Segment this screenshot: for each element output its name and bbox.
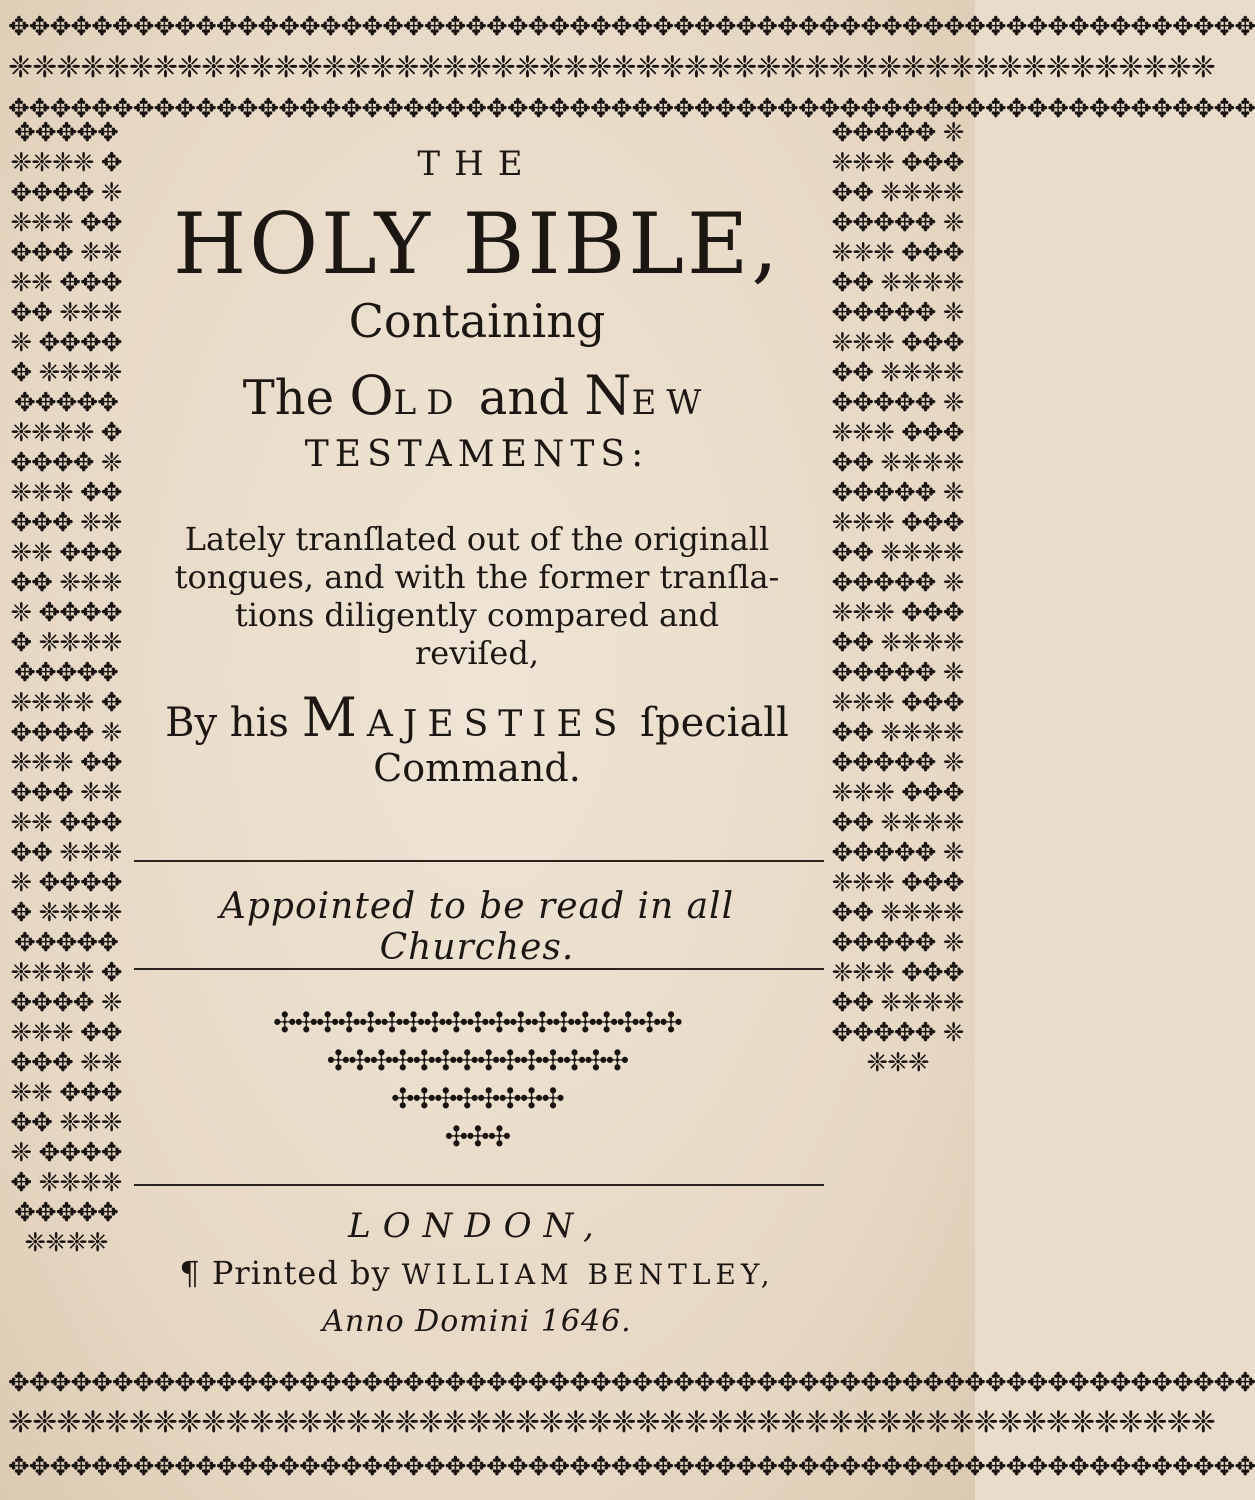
- rule-middle: [134, 968, 824, 970]
- new-rest: EW: [631, 383, 712, 423]
- rule-bottom: [134, 1184, 824, 1186]
- statement-line-1: Lately tranſlated out of the originall: [184, 520, 770, 558]
- printer-ornament-row-3: ✣✣✣✣✣✣✣✣: [391, 1082, 563, 1115]
- imprint-date: [126, 1304, 828, 1339]
- statement-line-2: tongues, and with the former tranſla-: [174, 558, 780, 596]
- printer-ornament-row-2: ✣✣✣✣✣✣✣✣✣✣✣✣✣✣: [326, 1044, 628, 1077]
- border-top-inner-fleurons: ✥✥✥✥✥✥✥✥✥✥✥✥✥✥✥✥✥✥✥✥✥✥✥✥✥✥✥✥✥✥✥✥✥✥✥✥✥✥✥✥✥✥✥✥✥✥✥✥✥✥✥✥✥✥✥✥✥✥✥✥: [8, 94, 1255, 124]
- border-right: ✥✥✥✥✥ ❈❈❈❈ ✥✥✥✥✥ ❈❈❈❈ ✥✥✥✥✥ ❈❈❈❈ ✥✥✥✥✥ ❈❈❈❈ ✥✥✥✥✥ ❈❈❈❈ ✥✥✥✥✥ ❈❈❈❈ ✥✥✥✥✥ ❈❈❈❈ ✥✥✥✥✥ ❈❈❈❈ ✥✥✥✥✥ ❈❈❈❈ ✥✥✥✥✥ ❈❈❈❈ ✥✥✥✥✥ ❈❈❈❈ ✥✥✥✥✥ ❈❈❈❈ ✥✥✥✥✥ ❈❈❈❈ ✥✥✥✥✥ ❈❈❈❈ ✥✥✥✥✥ ❈❈❈❈ ✥✥✥✥✥ ❈❈❈❈ ✥✥✥✥✥ ❈❈❈❈ ✥✥✥✥✥ ❈❈❈❈ ✥✥✥✥✥ ❈❈❈❈ ✥✥✥✥✥ ❈❈❈❈ ✥✥✥✥✥ ❈❈❈❈: [831, 118, 964, 1078]
- old-and-new-line: [126, 364, 828, 427]
- title-the: THE: [417, 144, 537, 184]
- word-the: The: [242, 370, 335, 426]
- statement-line-4: reviſed,: [415, 634, 539, 672]
- majesties-rest: AJESTIES: [366, 704, 628, 745]
- appointed-line: Appointed to be read in all Churches.: [219, 886, 735, 968]
- printer-ornament-row-4: ✣✣✣: [444, 1120, 510, 1153]
- word-and: and: [478, 370, 569, 426]
- anno-domini: Anno Domini: [322, 1304, 531, 1339]
- new-initial: N: [584, 364, 632, 427]
- old-rest: LD: [393, 383, 464, 423]
- speciall: ſpeciall: [640, 700, 789, 746]
- border-bottom-knotwork: ❈❈❈❈❈❈❈❈❈❈❈❈❈❈❈❈❈❈❈❈❈❈❈❈❈❈❈❈❈❈❈❈❈❈❈❈❈❈❈❈❈❈❈❈❈❈❈❈❈❈: [8, 1405, 1215, 1440]
- border-bottom-fleurons: ✥✥✥✥✥✥✥✥✥✥✥✥✥✥✥✥✥✥✥✥✥✥✥✥✥✥✥✥✥✥✥✥✥✥✥✥✥✥✥✥✥✥✥✥✥✥✥✥✥✥✥✥✥✥✥✥✥✥✥✥: [8, 1452, 1255, 1482]
- printer-ornament-row-1: ✣✣✣✣✣✣✣✣✣✣✣✣✣✣✣✣✣✣✣: [273, 1006, 681, 1039]
- border-top-fleurons: ✥✥✥✥✥✥✥✥✥✥✥✥✥✥✥✥✥✥✥✥✥✥✥✥✥✥✥✥✥✥✥✥✥✥✥✥✥✥✥✥✥✥✥✥✥✥✥✥✥✥✥✥✥✥✥✥✥✥✥✥: [8, 12, 1255, 42]
- old-initial: O: [349, 364, 394, 427]
- translation-statement: [126, 520, 828, 672]
- border-bottom-inner-fleurons: ✥✥✥✥✥✥✥✥✥✥✥✥✥✥✥✥✥✥✥✥✥✥✥✥✥✥✥✥✥✥✥✥✥✥✥✥✥✥✥✥✥✥✥✥✥✥✥✥✥✥✥✥✥✥✥✥✥✥✥✥: [8, 1368, 1255, 1398]
- testaments: TESTAMENTS:: [304, 434, 650, 475]
- rule-top: [134, 860, 824, 862]
- border-top-knotwork: ❈❈❈❈❈❈❈❈❈❈❈❈❈❈❈❈❈❈❈❈❈❈❈❈❈❈❈❈❈❈❈❈❈❈❈❈❈❈❈❈❈❈❈❈❈❈❈❈❈❈: [8, 50, 1215, 85]
- majesties-line: [126, 686, 828, 749]
- majesties-initial: M: [301, 686, 367, 749]
- imprint-printer: [126, 1254, 828, 1292]
- year: 1646.: [540, 1304, 632, 1339]
- border-left: ✥✥✥✥✥ ❈❈❈❈ ✥✥✥✥✥ ❈❈❈❈ ✥✥✥✥✥ ❈❈❈❈ ✥✥✥✥✥ ❈❈❈❈ ✥✥✥✥✥ ❈❈❈❈ ✥✥✥✥✥ ❈❈❈❈ ✥✥✥✥✥ ❈❈❈❈ ✥✥✥✥✥ ❈❈❈❈ ✥✥✥✥✥ ❈❈❈❈ ✥✥✥✥✥ ❈❈❈❈ ✥✥✥✥✥ ❈❈❈❈ ✥✥✥✥✥ ❈❈❈❈ ✥✥✥✥✥ ❈❈❈❈ ✥✥✥✥✥ ❈❈❈❈ ✥✥✥✥✥ ❈❈❈❈ ✥✥✥✥✥ ❈❈❈❈ ✥✥✥✥✥ ❈❈❈❈ ✥✥✥✥✥ ❈❈❈❈ ✥✥✥✥✥ ❈❈❈❈ ✥✥✥✥✥ ❈❈❈❈ ✥✥✥✥✥ ❈❈❈❈: [10, 118, 122, 1258]
- by-his: By his: [165, 700, 289, 746]
- printer-name: WILLIAM BENTLEY,: [401, 1258, 775, 1291]
- title-panel: [126, 126, 828, 1366]
- statement-line-3: tions diligently compared and: [234, 596, 720, 634]
- command: Command.: [373, 746, 581, 790]
- title-holy-bible: HOLY BIBLE,: [172, 195, 782, 293]
- subtitle-containing: Containing: [348, 294, 606, 348]
- printed-by: ¶ Printed by: [179, 1254, 391, 1292]
- imprint-london: LONDON,: [348, 1206, 606, 1246]
